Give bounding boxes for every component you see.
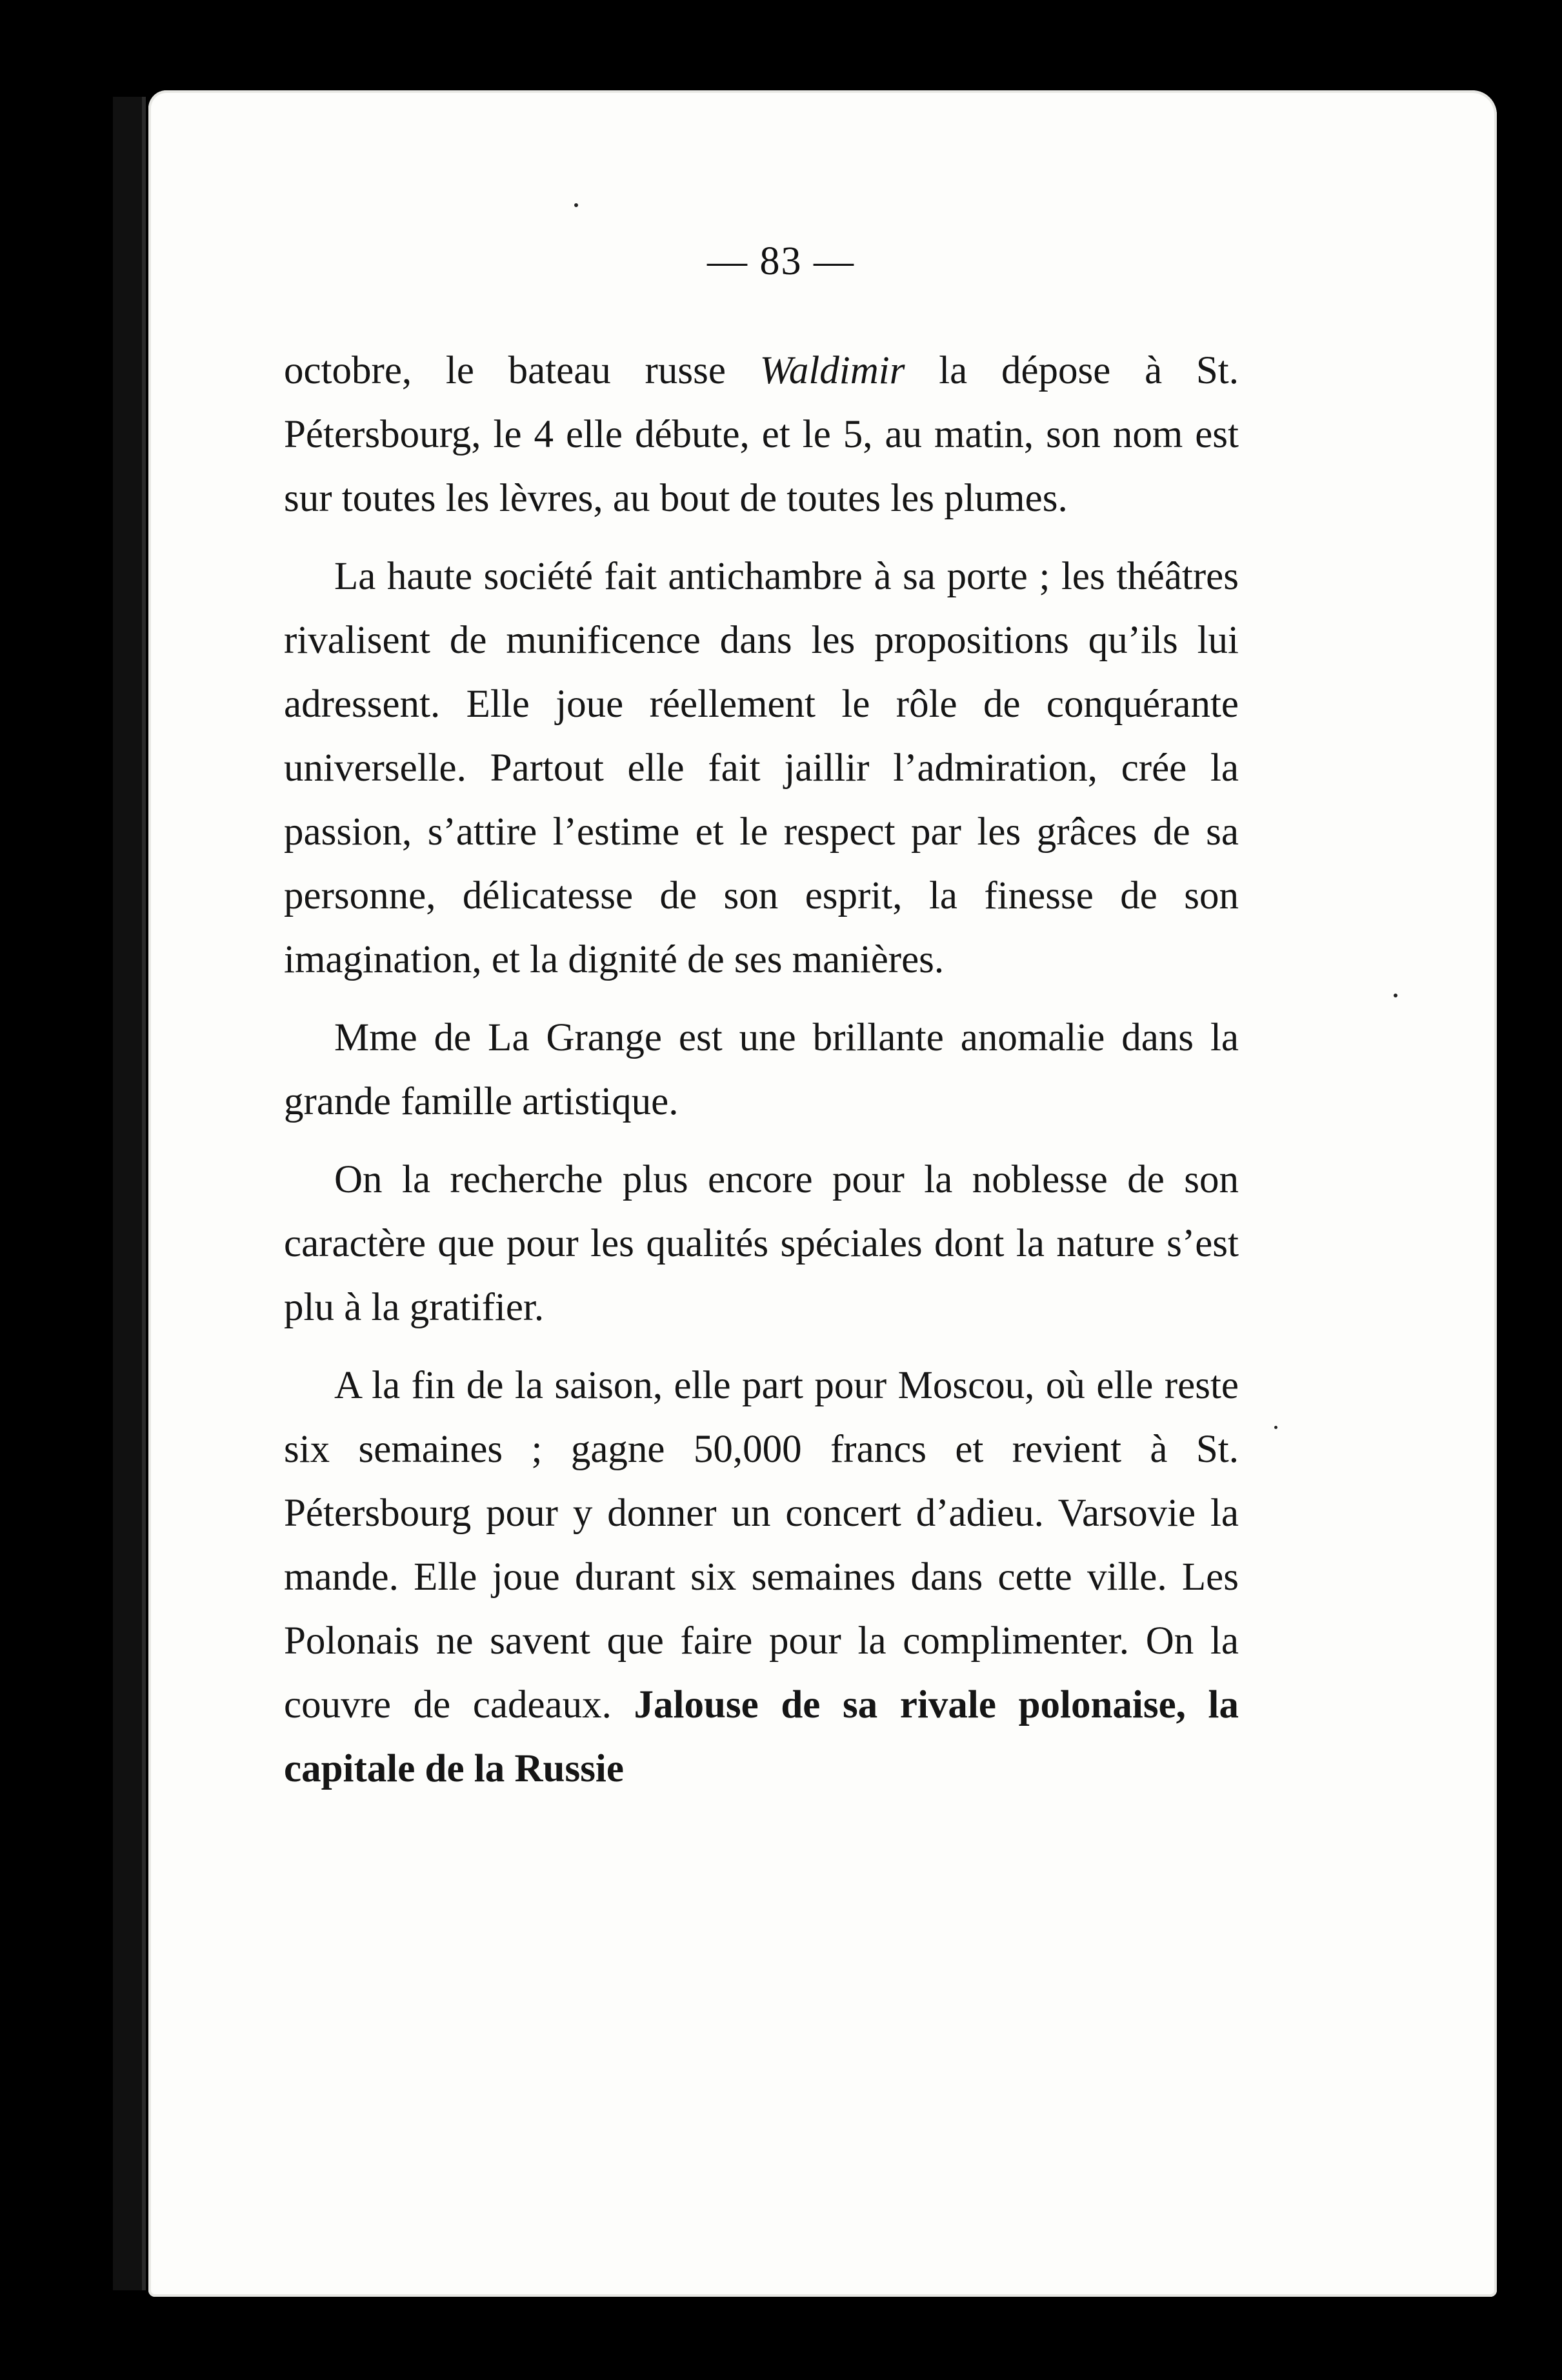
paragraph-text: octobre, le bateau russe — [284, 349, 760, 392]
body-text — [284, 339, 1239, 1815]
paragraph — [284, 545, 1239, 992]
paragraph — [284, 1006, 1239, 1134]
paragraph — [284, 339, 1239, 530]
paragraph-text: On la recherche plus encore pour la noblesse de son caractère que pour les qualités spéciales dont la nature s’est plu à la gratifier. — [284, 1158, 1239, 1329]
ink-speck — [1394, 994, 1397, 997]
paragraph — [284, 1148, 1239, 1339]
paragraph-text: La haute société fait antichambre à sa porte ; les théâtres rivalisent de munificence dans les propositions qu’ils lui adressent. Elle joue réellement le rôle de conquérante universelle. Partout elle fait jaillir l’admiration, crée la passion, s’attire l’estime et le respect par les grâces de sa personne, délicatesse de son esprit, la finesse de son imagination, et la dignité de ses manières. — [284, 555, 1239, 981]
page-number: — 83 — — [707, 239, 855, 283]
paragraph-text-bold: Jalouse de sa rivale polonaise, la capitale de la Russie — [284, 1683, 1239, 1790]
paragraph-text: Mme de La Grange est une brillante anomalie dans la grande famille artistique. — [284, 1016, 1239, 1123]
ink-speck — [1274, 1426, 1277, 1429]
paragraph — [284, 1354, 1239, 1801]
paragraph-text: la dépose à St. Pétersbourg, le 4 elle débute, et le 5, au matin, son nom est sur toutes les lèvres, au bout de toutes les plumes. — [284, 349, 1239, 520]
ship-name-italic: Waldimir — [759, 349, 905, 392]
ink-speck — [574, 203, 578, 207]
paragraph-text: A la fin de la saison, elle part pour Moscou, où elle reste six semaines ; gagne 50,000 francs et revient à St. Pétersbourg pour y donner un concert d’adieu. Varsovie la mande. Elle joue durant six semaines dans cette ville. Les Polonais ne savent que faire pour la complimenter. On la couvre de cadeaux. — [284, 1364, 1239, 1726]
book-spine — [113, 97, 146, 2290]
